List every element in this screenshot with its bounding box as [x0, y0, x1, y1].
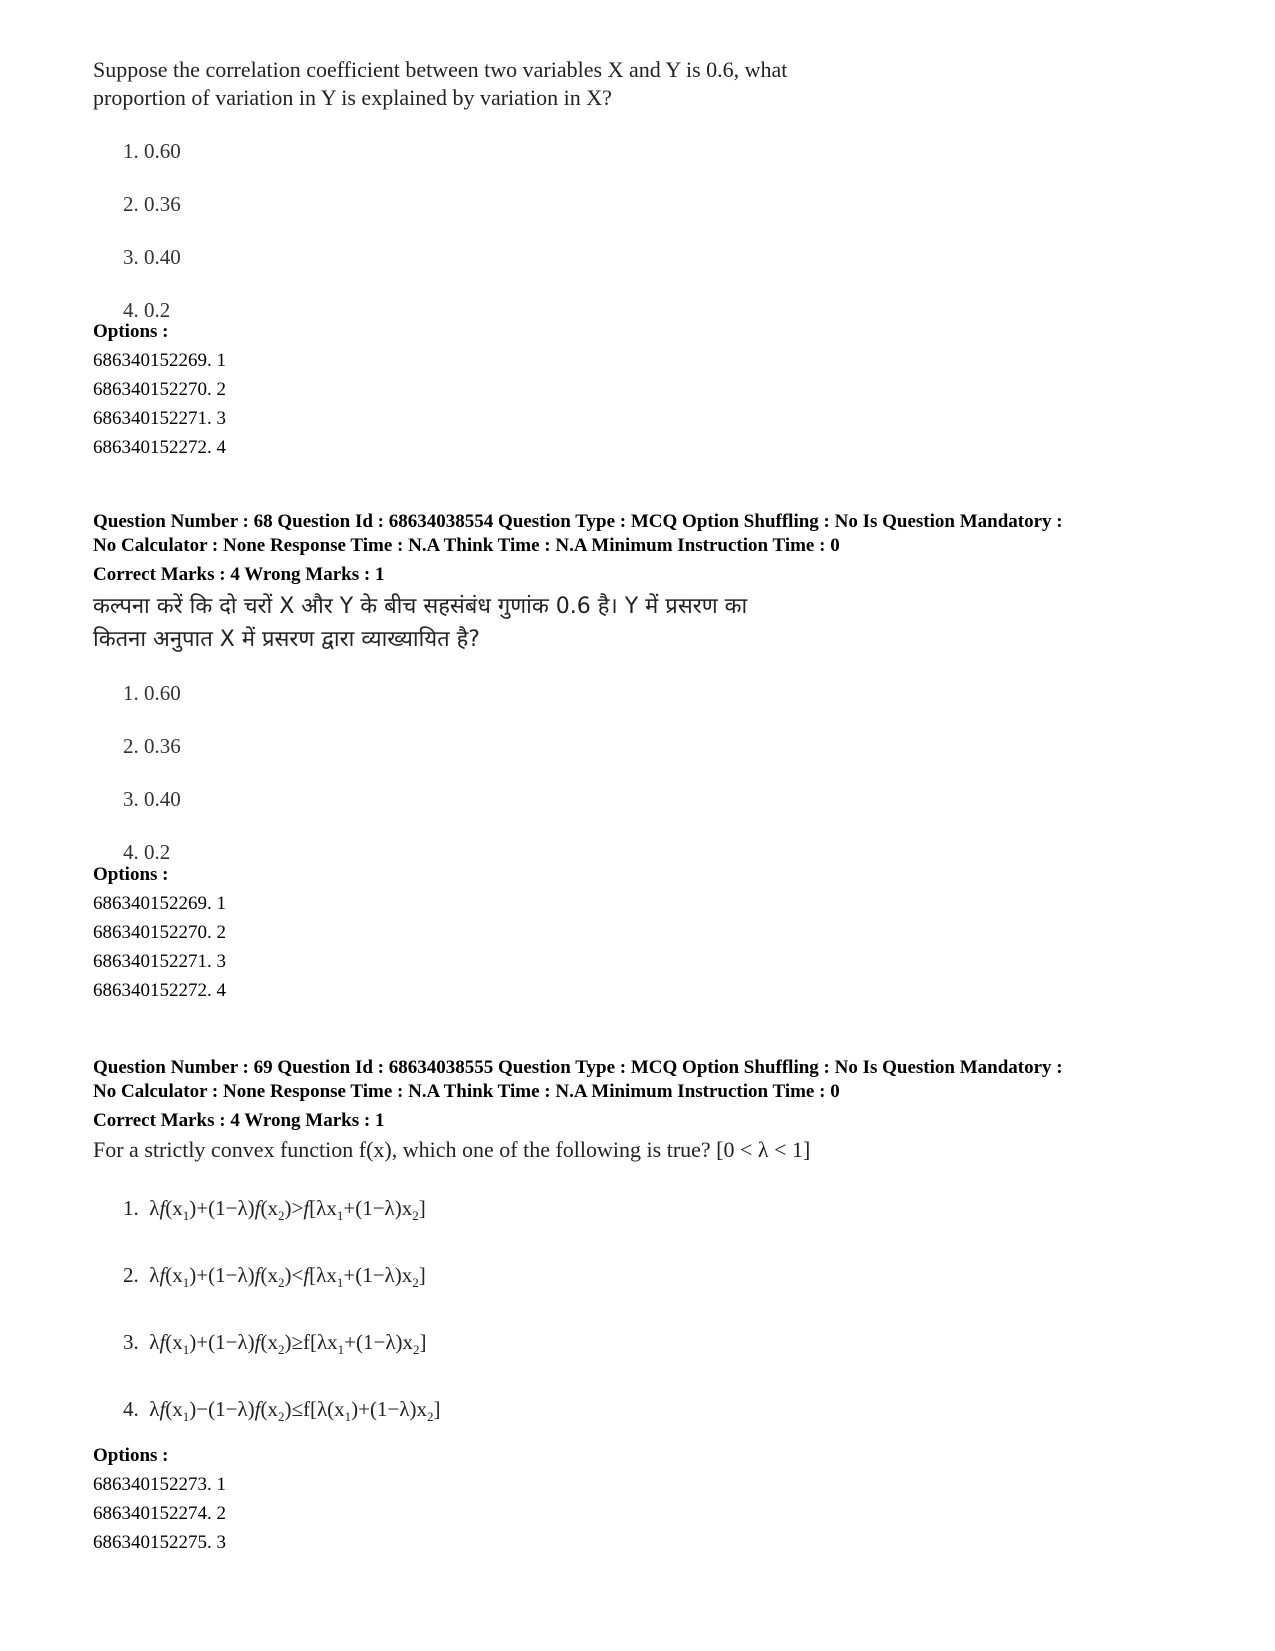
- option-id-1: 686340152273. 1: [93, 1474, 226, 1495]
- choice-4: 4. 0.2: [123, 840, 171, 864]
- choice-number: 1.: [123, 1196, 139, 1220]
- choice-1-formula: [123, 1196, 426, 1224]
- choice-1: 1. 0.60: [123, 681, 181, 705]
- question-meta-line-2: No Calculator : None Response Time : N.A Think Time : N.A Minimum Instruction Time : 0: [93, 1081, 840, 1102]
- option-id-2: 686340152270. 2: [93, 922, 226, 943]
- marks-line: Correct Marks : 4 Wrong Marks : 1: [93, 564, 385, 585]
- question-text-hindi-line-1: कल्पना करें कि दो चरों X और Y के बीच सहसंबंध गुणांक 0.6 है। Y में प्रसरण का: [93, 594, 748, 619]
- question-text-line-2: proportion of variation in Y is explained by variation in X?: [93, 85, 612, 110]
- marks-line: Correct Marks : 4 Wrong Marks : 1: [93, 1110, 385, 1131]
- choice-4: 4. 0.2: [123, 298, 171, 322]
- options-label: Options :: [93, 1445, 169, 1466]
- choice-2: 2. 0.36: [123, 192, 181, 216]
- option-id-1: 686340152269. 1: [93, 350, 226, 371]
- option-id-4: 686340152272. 4: [93, 437, 226, 458]
- choice-1: 1. 0.60: [123, 139, 181, 163]
- choice-number: 4.: [123, 1397, 139, 1421]
- question-text: For a strictly convex function f(x), which one of the following is true? [0 < λ < 1]: [93, 1137, 811, 1162]
- choice-3: 3. 0.40: [123, 245, 181, 269]
- question-meta-line-2: No Calculator : None Response Time : N.A Think Time : N.A Minimum Instruction Time : 0: [93, 535, 840, 556]
- options-label: Options :: [93, 321, 169, 342]
- choice-4-formula: [123, 1397, 441, 1425]
- option-id-2: 686340152270. 2: [93, 379, 226, 400]
- option-id-3: 686340152271. 3: [93, 408, 226, 429]
- formula-expression: $\lambda f(x_1)-(1-\lambda)f(x_2)\le f[\lambda(x_1)+(1-\lambda)x_2]$: [144, 1397, 441, 1425]
- option-id-1: 686340152269. 1: [93, 893, 226, 914]
- question-text-line-1: Suppose the correlation coefficient between two variables X and Y is 0.6, what: [93, 57, 788, 82]
- option-id-4: 686340152272. 4: [93, 980, 226, 1001]
- option-id-3: 686340152271. 3: [93, 951, 226, 972]
- choice-number: 2.: [123, 1263, 139, 1287]
- question-meta-line-1: Question Number : 69 Question Id : 68634038555 Question Type : MCQ Option Shuffling : No Is Question Mandatory :: [93, 1057, 1063, 1078]
- formula-expression: $\lambda f(x_1)+(1-\lambda)f(x_2)>f[\lambda x_1+(1-\lambda)x_2]$: [144, 1196, 426, 1224]
- choice-3-formula: [123, 1330, 427, 1358]
- formula-expression: $\lambda f(x_1)+(1-\lambda)f(x_2)<f[\lambda x_1+(1-\lambda)x_2]$: [144, 1263, 426, 1291]
- choice-2: 2. 0.36: [123, 734, 181, 758]
- choice-number: 3.: [123, 1330, 139, 1354]
- question-text-hindi-line-2: कितना अनुपात X में प्रसरण द्वारा व्याख्यायित है?: [93, 627, 480, 652]
- options-label: Options :: [93, 864, 169, 885]
- choice-3: 3. 0.40: [123, 787, 181, 811]
- question-meta-line-1: Question Number : 68 Question Id : 68634038554 Question Type : MCQ Option Shuffling : No Is Question Mandatory :: [93, 511, 1063, 532]
- option-id-3: 686340152275. 3: [93, 1532, 226, 1553]
- formula-expression: $\lambda f(x_1)+(1-\lambda)f(x_2)\ge f[\lambda x_1+(1-\lambda)x_2]$: [144, 1330, 427, 1358]
- choice-2-formula: [123, 1263, 426, 1291]
- option-id-2: 686340152274. 2: [93, 1503, 226, 1524]
